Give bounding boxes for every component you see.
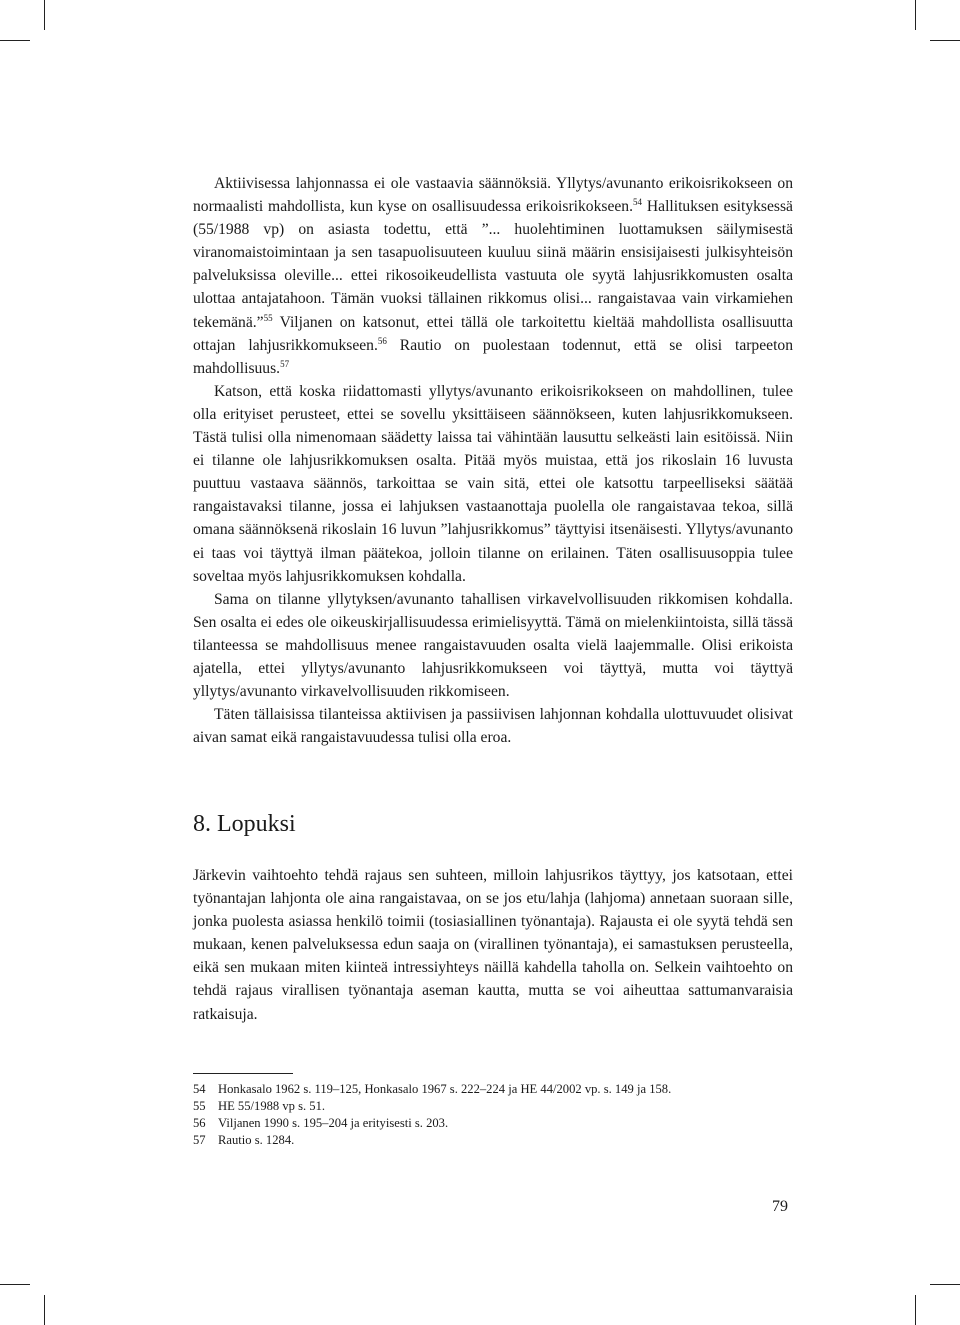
body-paragraph — [193, 380, 793, 588]
body-paragraph — [193, 703, 793, 749]
footnote-text: HE 55/1988 vp s. 51. — [218, 1099, 326, 1113]
footnote-divider — [193, 1073, 293, 1074]
footnote — [193, 1132, 793, 1149]
body-text — [193, 172, 793, 749]
closing-paragraph: Järkevin vaihtoehto tehdä rajaus sen suhteen, milloin lahjusrikos täyttyy, jos katsotaan, ettei työnantajan lahjonta ole aina rangaistavaa, on se jos etu/lahja (lahjoma) annetaan suoraan sille, jonka puolesta asiassa henkilö toimii (tosiasiallinen työnantaja). Rajausta ei ole syytä tehdä sen mukaan, kenen palveluksessa edun saaja on (virallinen työnantaja), ei samastuksen perusteella, eikä sen mukaan miten kiinteä intressiyhteys näillä kahdella taholla on. Selkein vaihtoehto on tehdä rajaus virallisen työnantaja aseman kautta, mutta se voi aiheuttaa sattumanvaraisia ratkaisuja. — [193, 867, 793, 1023]
footnote-reference[interactable]: 54 — [632, 197, 642, 208]
section-heading: 8. Lopuksi — [193, 811, 296, 837]
footnote — [193, 1081, 793, 1098]
paragraph-text: Sama on tilanne yllytyksen/avunanto tahallisen virkavelvollisuuden rikkomisen kohdalla. Sen osalta ei edes ole oikeuskirjallisuudessa erimielisyyttä. Tämä on mielenkiintoista, sillä tässä tilanteessa se mahdollisuus menee rangaistavuuden osalta vielä laajemmalle. Olisi erikoista ajatella, ettei yllytys/avunanto lahjusrikkomukseen voi täyttyä, mutta voi täyttyä yllytys/avunanto virkavelvollisuuden rikkomiseen. — [193, 590, 793, 701]
footnote-reference[interactable]: 55 — [263, 312, 273, 323]
footnote-number: 55 — [193, 1099, 206, 1113]
body-paragraph — [193, 588, 793, 703]
body-paragraph — [193, 172, 793, 380]
footnote-number: 54 — [193, 1082, 206, 1096]
footnote-number: 56 — [193, 1116, 206, 1130]
paragraph-text: Viljanen on katsonut, ettei tällä ole tarkoitettu kieltää mahdollista osallisuutta ottajan lahjusrikkomukseen. — [193, 313, 793, 354]
page-number: 79 — [772, 1198, 788, 1215]
closing-text — [193, 864, 793, 1026]
footnote — [193, 1115, 793, 1132]
paragraph-text: Katson, että koska riidattomasti yllytys/avunanto erikoisrikokseen on mahdollinen, tulee olla erityiset perusteet, ettei se sovellu yksittäiseen säännökseen, kuten lahjusrikkomukseen. Tästä tulisi olla nimenomaan säädetty laissa tai vähintään lausuttu selkeästi lain esitöissä. Niin ei tilanne ole lahjusrikkomuksen osalta. Pitää myös muistaa, että jos rikoslain 16 luvusta puuttuu vastaava säännös, tarkoittaa se vain sitä, ettei ole katsottu tarpeelliseksi säätää rangaistavaksi tilanne, jossa ei lahjuksen vastaanottaja puolella ole rangaistavaa tekoa, sillä omana säännöksenä rikoslain 16 luvun ”lahjusrikkomus” täyttyisi itsenäisesti. Yllytys/avunanto ei taas voi täyttyä ilman päätekoa, jolloin tilanne on erilainen. Täten osallisuusoppia tulee soveltaa myös lahjusrikkomuksen kohdalla. — [193, 382, 793, 585]
paragraph-text: Hallituksen esityksessä (55/1988 vp) on asiasta todettu, että ”... huolehtiminen luottamuksen säilymisestä viranomaistoimintaan ja sen tasapuolisuuteen kuuluu siinä määrin ensisijaisesti julkisyhteisön palveluksissa oleville... ettei rikosoikeudellista vastuuta ole syytä lahjusrikkomusten osalta ulottaa antajatahoon. Tämän vuoksi tällainen rikkomus olisi... rangaistavaa vain virkamiehen tekemänä.” — [193, 198, 793, 331]
footnote-reference[interactable]: 56 — [377, 335, 387, 346]
footnote-text: Honkasalo 1962 s. 119–125, Honkasalo 1967 s. 222–224 ja HE 44/2002 vp. s. 149 ja 158. — [218, 1082, 672, 1096]
footnote-text: Rautio s. 1284. — [218, 1133, 295, 1147]
paragraph-text: Täten tällaisissa tilanteissa aktiivisen ja passiivisen lahjonnan kohdalla ulottuvuudet olisivat aivan samat eikä rangaistavuudessa tulisi olla eroa. — [193, 706, 793, 747]
paragraph-text: Rautio on puolestaan todennut, että se olisi tarpeeton mahdollisuus. — [193, 336, 793, 377]
footnote-reference[interactable]: 57 — [280, 358, 290, 369]
footnote — [193, 1098, 793, 1115]
footnote-text: Viljanen 1990 s. 195–204 ja erityisesti s. 203. — [218, 1116, 449, 1130]
paragraph-text: Aktiivisessa lahjonnassa ei ole vastaavia säännöksiä. Yllytys/avunanto erikoisrikokseen on normaalisti mahdollista, kun kyse on osallisuudessa erikoisrikokseen. — [193, 175, 793, 216]
footnote-number: 57 — [193, 1133, 206, 1147]
footnotes — [193, 1081, 793, 1149]
